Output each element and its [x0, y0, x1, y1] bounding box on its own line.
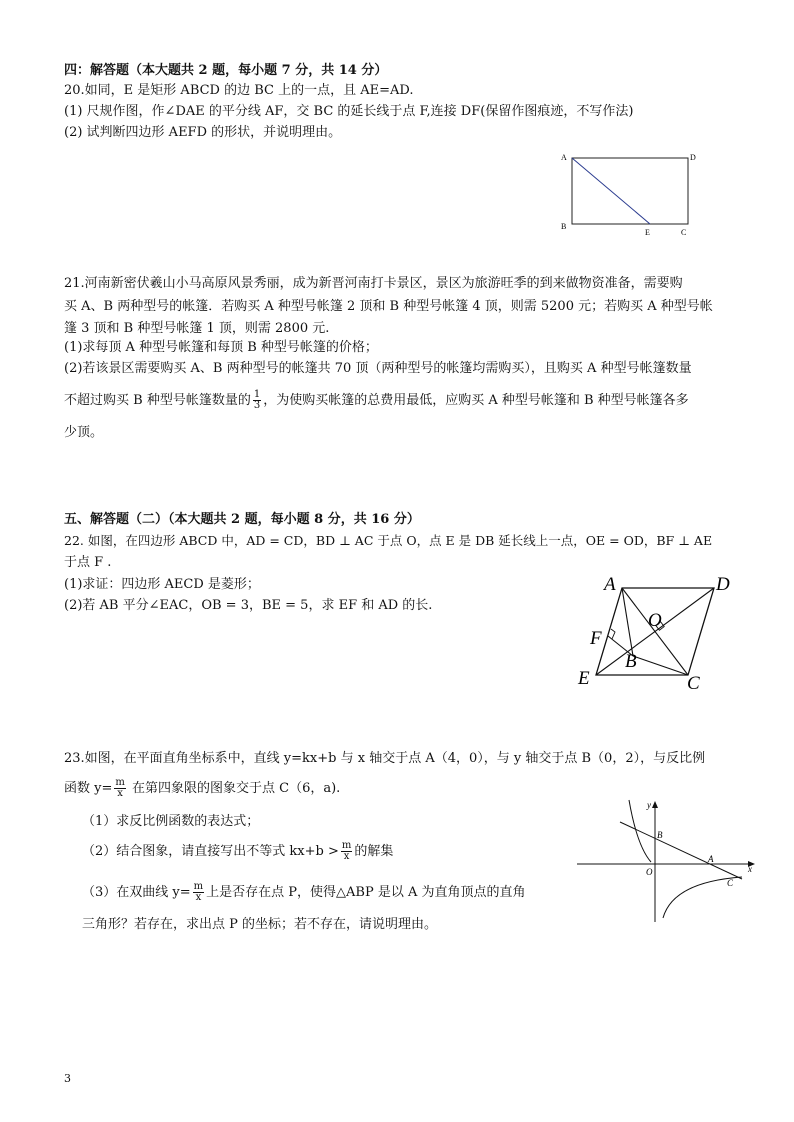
label-e: E — [578, 668, 590, 689]
frac-numerator: 1 — [253, 389, 261, 400]
q22-line2: 于点 F . — [64, 555, 112, 570]
q21-line2: 买 A、B 两种型号的帐篷．若购买 A 种型号帐篷 2 顶和 B 种型号帐篷 4 顶，则需 5200 元；若购买 A 种型号帐 — [64, 299, 713, 314]
q21-part1: (1)求每顶 A 种型号帐篷和每顶 B 种型号帐篷的价格； — [64, 340, 378, 355]
label-d: D — [716, 574, 730, 595]
label-c: C — [727, 878, 734, 888]
q21-part2-line2-post: ，为使购买帐篷的总费用最低，应购买 A 种型号帐篷和 B 种型号帐篷各多 — [263, 393, 689, 408]
q23-part3-line2: 三角形？若存在，求出点 P 的坐标；若不存在，请说明理由。 — [82, 917, 438, 932]
q21-part2-line1: (2)若该景区需要购买 A、B 两种型号的帐篷共 70 顶（两种型号的帐篷均需购买），且购买 A 种型号帐篷数量 — [64, 361, 692, 376]
q20-rectangle-figure — [552, 146, 702, 238]
section-4-heading: 四：解答题（本大题共 2 题，每小题 7 分，共 14 分） — [64, 63, 388, 78]
frac-denominator: 3 — [253, 400, 261, 411]
label-b: B — [625, 651, 637, 672]
segment-ab — [622, 588, 633, 656]
segment-ae — [572, 158, 650, 224]
q20-part2: (2) 试判断四边形 AEFD 的形状，并说明理由。 — [64, 125, 342, 140]
q21-part2-line2 — [64, 390, 689, 411]
line-y-kx-plus-b — [620, 822, 742, 879]
q23-line2 — [64, 778, 340, 799]
label-o: O — [646, 867, 653, 877]
q21-line1: 21.河南新密伏羲山小马高原风景秀丽，成为新晋河南打卡景区，景区为旅游旺季的到来做物资准备，需要购 — [64, 276, 683, 291]
label-o: O — [648, 610, 662, 631]
q23-part2-post: 的解集 — [354, 844, 394, 859]
segment-bc — [633, 656, 688, 675]
q23-part3-pre: （3）在双曲线 y= — [82, 885, 191, 900]
label-e: E — [645, 228, 650, 237]
frac-x: x — [117, 788, 123, 799]
label-d: D — [690, 153, 696, 162]
q23-part2-pre: （2）结合图象，请直接写出不等式 kx+b > — [82, 844, 339, 859]
label-a: A — [561, 153, 567, 162]
q21-part2-line2-pre: 不超过购买 B 种型号帐篷数量的 — [64, 393, 251, 408]
fraction-m-over-x-3 — [193, 882, 204, 903]
q23-part3-post: 上是否存在点 P，使得△ABP 是以 A 为直角顶点的直角 — [206, 885, 526, 900]
label-c: C — [687, 673, 700, 694]
q21-line3: 篷 3 顶和 B 种型号帐篷 1 顶，则需 2800 元. — [64, 321, 330, 336]
y-axis-arrow — [652, 801, 658, 808]
right-angle-f — [611, 629, 615, 639]
label-b: B — [561, 222, 567, 231]
q23-coordinate-figure — [572, 798, 758, 926]
q22-line1: 22. 如图，在四边形 ABCD 中，AD = CD，BD ⊥ AC 于点 O，点 E 是 DB 延长线上一点，OE = OD，BF ⊥ AE — [64, 533, 713, 548]
label-x: x — [748, 864, 752, 874]
label-a: A — [708, 854, 714, 864]
section-5-heading: 五、解答题（二）（本大题共 2 题，每小题 8 分，共 16 分） — [64, 512, 420, 527]
frac-m-3: m — [193, 881, 204, 892]
label-c: C — [681, 228, 687, 237]
q22-part2: (2)若 AB 平分∠EAC，OB = 3，BE = 5，求 EF 和 AD 的长. — [64, 598, 433, 613]
q22-part1: (1)求证：四边形 AECD 是菱形； — [64, 577, 260, 592]
label-y: y — [647, 800, 651, 810]
page-number: 3 — [64, 1072, 71, 1085]
q23-line1: 23.如图，在平面直角坐标系中，直线 y=kx+b 与 x 轴交于点 A（4，0），与 y 轴交于点 B（0，2），与反比例 — [64, 751, 706, 766]
frac-m-2: m — [341, 840, 352, 851]
frac-m: m — [115, 777, 125, 788]
label-f: F — [590, 628, 602, 649]
q20-part1: (1) 尺规作图，作∠DAE 的平分线 AF，交 BC 的延长线于点 F,连接 DF(保留作图痕迹，不写作法) — [64, 104, 634, 119]
label-b: B — [657, 830, 663, 840]
q23-part2 — [82, 841, 393, 862]
q23-line2-post: 在第四象限的图象交于点 C（6，a). — [127, 781, 341, 796]
fraction-m-over-x — [114, 778, 125, 799]
q23-line2-pre: 函数 y= — [64, 781, 113, 796]
fraction-m-over-x-2 — [341, 841, 352, 862]
frac-x-2: x — [343, 851, 350, 862]
q22-rhombus-figure — [568, 568, 746, 696]
fraction-one-third — [253, 390, 261, 411]
q21-part2-line3: 少顶。 — [64, 425, 104, 440]
frac-x-3: x — [195, 892, 202, 903]
rectangle-abcd — [572, 158, 688, 224]
q23-part3 — [82, 882, 525, 903]
q20-stem: 20.如同，E 是矩形 ABCD 的边 BC 上的一点，且 AE=AD. — [64, 83, 414, 98]
label-a: A — [604, 574, 616, 595]
q23-part1: （1）求反比例函数的表达式； — [82, 814, 260, 829]
